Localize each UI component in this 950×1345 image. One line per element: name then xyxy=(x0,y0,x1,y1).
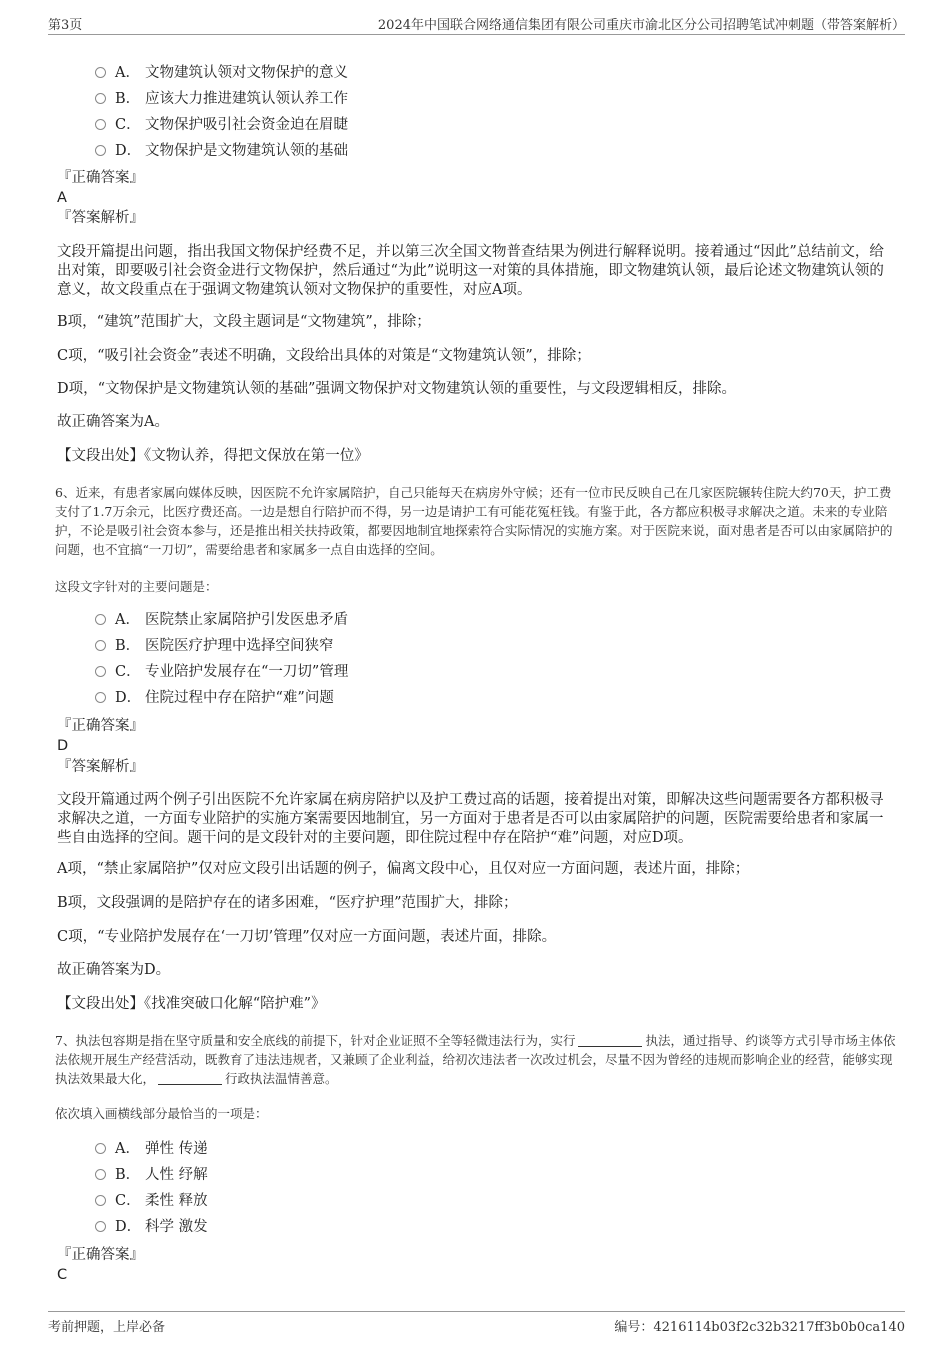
q5-analysis-d: D项，“文物保护是文物建筑认领的基础”强调文物保护对文物建筑认领的重要性，与文段逻辑相反，排除。 xyxy=(57,381,736,397)
q5-analysis-label: 『答案解析』 xyxy=(57,210,144,226)
page-footer xyxy=(48,1311,905,1334)
q7-option-a[interactable]: A． 弹性 传递 xyxy=(95,1136,208,1162)
q5-conclusion: 故正确答案为A。 xyxy=(57,414,169,430)
q5-option-a[interactable]: A． 文物建筑认领对文物保护的意义 xyxy=(95,60,348,86)
q6-analysis-a: A项，“禁止家属陪护”仅对应文段引出话题的例子，偏离文段中心，且仅对应一方面问题，表述片面，排除； xyxy=(57,861,750,877)
q5-analysis-main: 文段开篇提出问题，指出我国文物保护经费不足，并以第三次全国文物普查结果为例进行解释说明。接着通过“因此”总结前文，给出对策，即要吸引社会资金进行文物保护，然后通过“为此”说明这一对策的具体措施，即文物建筑认领，最后论述文物建筑认领的意义，故文段重点在于强调文物建筑认领对文物保护的重要性，对应A项。 xyxy=(57,244,884,298)
q5-answer-label: 『正确答案』 xyxy=(57,170,144,186)
q7-answer: C xyxy=(57,1267,68,1283)
radio-icon[interactable] xyxy=(95,1169,106,1180)
q7-answer-label: 『正确答案』 xyxy=(57,1247,144,1263)
q6-option-b[interactable]: B． 医院医疗护理中选择空间狭窄 xyxy=(95,633,348,659)
q5-option-d[interactable]: D． 文物保护是文物建筑认领的基础 xyxy=(95,138,348,164)
footer-serial: 编号：4216114b03f2c32b3217ff3b0b0ca140 xyxy=(614,1320,905,1335)
radio-icon[interactable] xyxy=(95,67,106,78)
radio-icon[interactable] xyxy=(95,614,106,625)
q5-option-b[interactable]: B． 应该大力推进建筑认领认养工作 xyxy=(95,86,348,112)
page-number: 第3页 xyxy=(48,18,83,33)
q6-analysis-b: B项，文段强调的是陪护存在的诸多困难，“医疗护理”范围扩大，排除； xyxy=(57,895,518,911)
q6-option-c[interactable]: C． 专业陪护发展存在“一刀切”管理 xyxy=(95,659,348,685)
q6-answer-label: 『正确答案』 xyxy=(57,718,144,734)
q7-question: 依次填入画横线部分最恰当的一项是： xyxy=(55,1106,268,1121)
q5-option-c[interactable]: C． 文物保护吸引社会资金迫在眉睫 xyxy=(95,112,348,138)
radio-icon[interactable] xyxy=(95,640,106,651)
q6-question: 这段文字针对的主要问题是： xyxy=(55,579,218,594)
q5-analysis-c: C项，“吸引社会资金”表述不明确，文段给出具体的对策是“文物建筑认领”，排除； xyxy=(57,348,591,364)
q6-answer: D xyxy=(57,738,69,754)
q6-options xyxy=(95,607,348,711)
radio-icon[interactable] xyxy=(95,666,106,677)
q6-source: 【文段出处】《找准突破口化解“陪护难”》 xyxy=(57,996,326,1012)
q6-analysis-main: 文段开篇通过两个例子引出医院不允许家属在病房陪护以及护工费过高的话题，接着提出对策，即解决这些问题需要各方都积极寻求解决之道，一方面专业陪护的实施方案需要因地制宜，另一方面对于患者是否可以由家属陪护的问题，医院需要给患者和家属一些自由选择的空间。题干问的是文段针对的主要问题，即住院过程中存在陪护“难”问题，对应D项。 xyxy=(57,792,884,846)
document-title: 2024年中国联合网络通信集团有限公司重庆市渝北区分公司招聘笔试冲刺题（带答案解析） xyxy=(377,18,905,33)
q6-option-a[interactable]: A． 医院禁止家属陪护引发医患矛盾 xyxy=(95,607,348,633)
q7-options xyxy=(95,1136,208,1240)
q5-analysis-b: B项，“建筑”范围扩大，文段主题词是“文物建筑”，排除； xyxy=(57,314,431,330)
radio-icon[interactable] xyxy=(95,93,106,104)
q6-analysis-c: C项，“专业陪护发展存在‘一刀切’管理”仅对应一方面问题，表述片面，排除。 xyxy=(57,929,557,945)
q5-options xyxy=(95,60,348,164)
footer-slogan: 考前押题，上岸必备 xyxy=(48,1320,166,1335)
radio-icon[interactable] xyxy=(95,1143,106,1154)
radio-icon[interactable] xyxy=(95,145,106,156)
q7-stem: 7、执法包容期是指在坚守质量和安全底线的前提下，针对企业证照不全等轻微违法行为，实行 执法，通过指导、约谈等方式引导市场主体依法依规开展生产经营活动，既教育了违法违规者，又兼顾了企业利益，给初次违法者一次改过机会，尽量不因为曾经的违规而影响企业的经营，能够实现执法效果最大化， 行政执法温情善意。 xyxy=(55,1033,896,1086)
radio-icon[interactable] xyxy=(95,119,106,130)
page-header xyxy=(48,14,905,35)
q6-conclusion: 故正确答案为D。 xyxy=(57,962,171,978)
q5-source: 【文段出处】《文物认养，得把文保放在第一位》 xyxy=(57,448,369,464)
radio-icon[interactable] xyxy=(95,1221,106,1232)
blank-line-2 xyxy=(158,1070,222,1085)
q6-option-d[interactable]: D． 住院过程中存在陪护“难”问题 xyxy=(95,685,348,711)
q7-option-b[interactable]: B． 人性 纾解 xyxy=(95,1162,208,1188)
blank-line-1 xyxy=(578,1032,642,1047)
radio-icon[interactable] xyxy=(95,692,106,703)
radio-icon[interactable] xyxy=(95,1195,106,1206)
q6-analysis-label: 『答案解析』 xyxy=(57,759,144,775)
q7-option-d[interactable]: D． 科学 激发 xyxy=(95,1214,208,1240)
q5-answer: A xyxy=(57,190,67,206)
q6-stem: 6、近来，有患者家属向媒体反映，因医院不允许家属陪护，自己只能每天在病房外守候；还有一位市民反映自己在几家医院辗转住院大约70天，护工费支付了1.7万余元，比医疗费还高。一边是想自行陪护而不得，另一边是请护工有可能花冤枉钱。有鉴于此，各方都应积极寻求解决之道。未来的专业陪护，不论是吸引社会资本参与，还是推出相关扶持政策，都要因地制宜地探索符合实际情况的实施方案。对于医院来说，面对患者是否可以由家属陪护的问题，也不宜搞“一刀切”，需要给患者和家属多一点自由选择的空间。 xyxy=(55,485,893,557)
q7-option-c[interactable]: C． 柔性 释放 xyxy=(95,1188,208,1214)
